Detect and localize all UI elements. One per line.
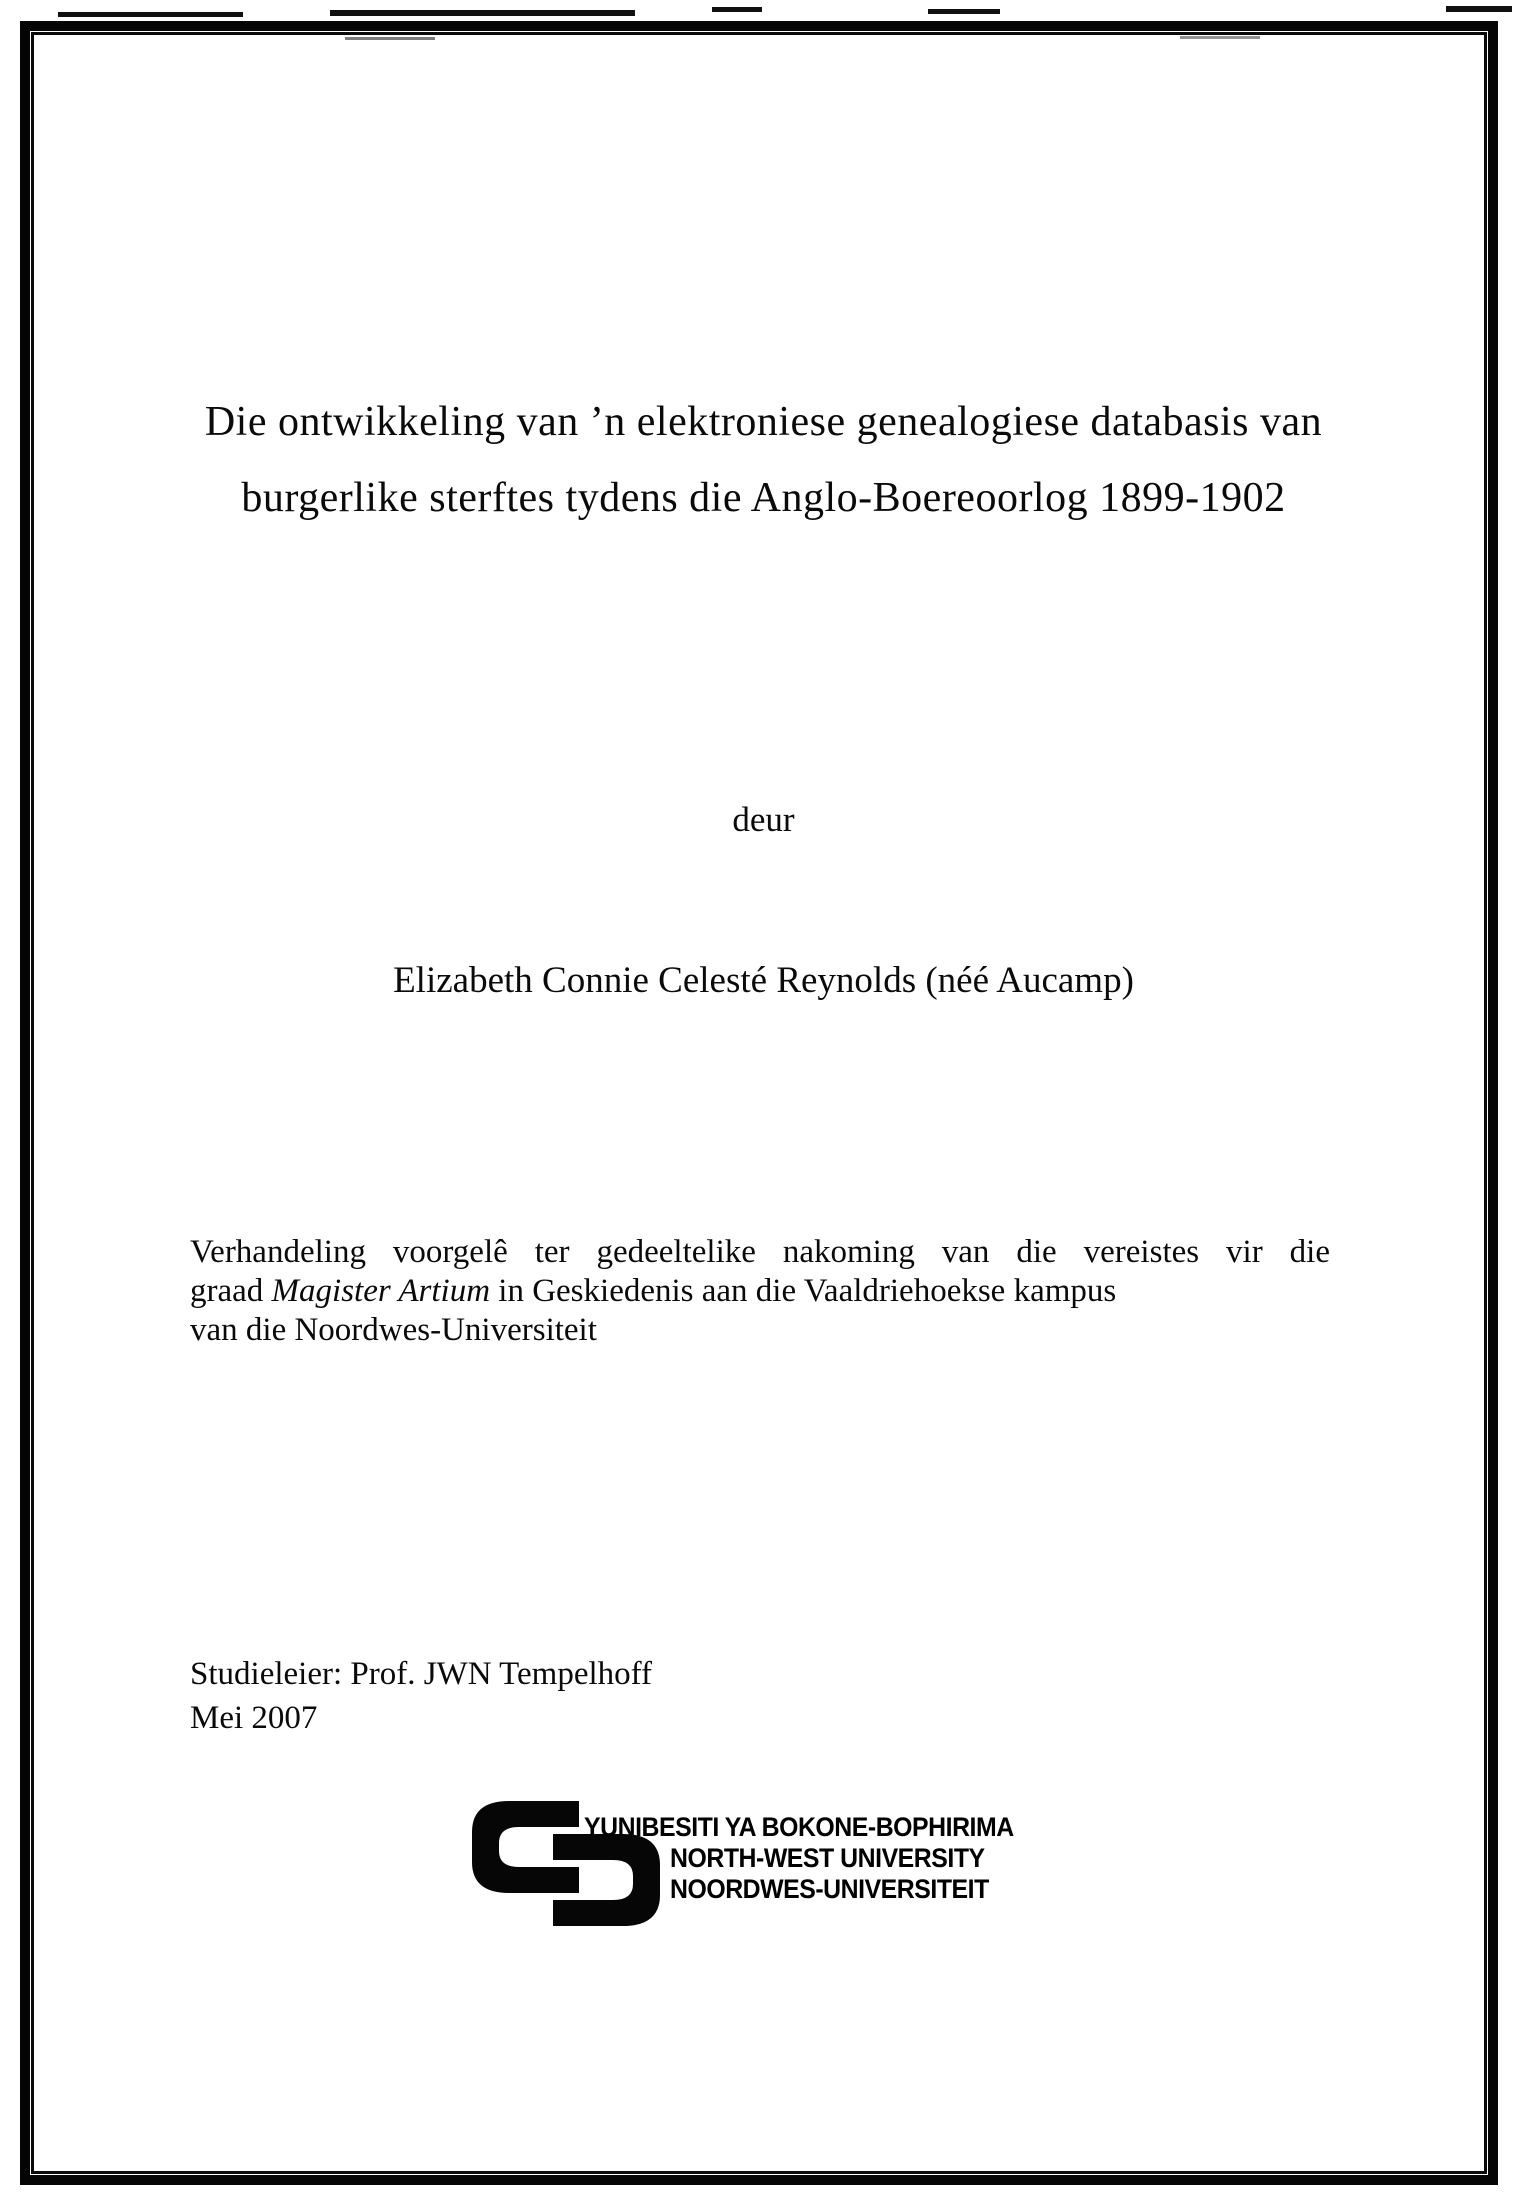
scan-artifact bbox=[712, 7, 762, 12]
author-name: Elizabeth Connie Celesté Reynolds (néé Aucamp) bbox=[393, 960, 1134, 1001]
supervisor-block bbox=[190, 1652, 652, 1740]
degree-statement-line-1: Verhandeling voorgelê ter gedeeltelike nakoming van die vereistes vir die bbox=[190, 1234, 1330, 1270]
byline: deur bbox=[732, 800, 795, 839]
date-line: Mei 2007 bbox=[190, 1700, 318, 1736]
scan-artifact bbox=[1446, 6, 1512, 12]
thesis-title bbox=[95, 384, 1432, 536]
degree-name-italic: Magister Artium bbox=[271, 1273, 491, 1309]
scan-artifact bbox=[928, 9, 1000, 14]
degree-statement-line-2-prefix: graad bbox=[190, 1273, 272, 1309]
logo-text-english: NORTH-WEST UNIVERSITY bbox=[670, 1843, 985, 1873]
thesis-title-line-2: burgerlike sterftes tydens die Anglo-Boereoorlog 1899-1902 bbox=[241, 475, 1286, 521]
supervisor-line: Studieleier: Prof. JWN Tempelhoff bbox=[190, 1656, 653, 1692]
degree-statement-line-2-suffix: in Geskiedenis aan die Vaaldriehoekse kampus bbox=[490, 1273, 1117, 1309]
university-logo bbox=[471, 1800, 1131, 1950]
logo-text-afrikaans: NOORDWES-UNIVERSITEIT bbox=[670, 1874, 989, 1904]
scan-artifact bbox=[330, 10, 635, 16]
degree-statement bbox=[190, 1233, 1330, 1350]
scan-artifact bbox=[58, 12, 243, 17]
degree-statement-line-2 bbox=[190, 1272, 1330, 1311]
logo-text-setswana: YUNIBESITI YA BOKONE-BOPHIRIMA bbox=[584, 1812, 1014, 1842]
thesis-title-line-1: Die ontwikkeling van ’n elektroniese genealogiese databasis van bbox=[204, 399, 1323, 445]
degree-statement-line-3: van die Noordwes-Universiteit bbox=[190, 1312, 597, 1348]
